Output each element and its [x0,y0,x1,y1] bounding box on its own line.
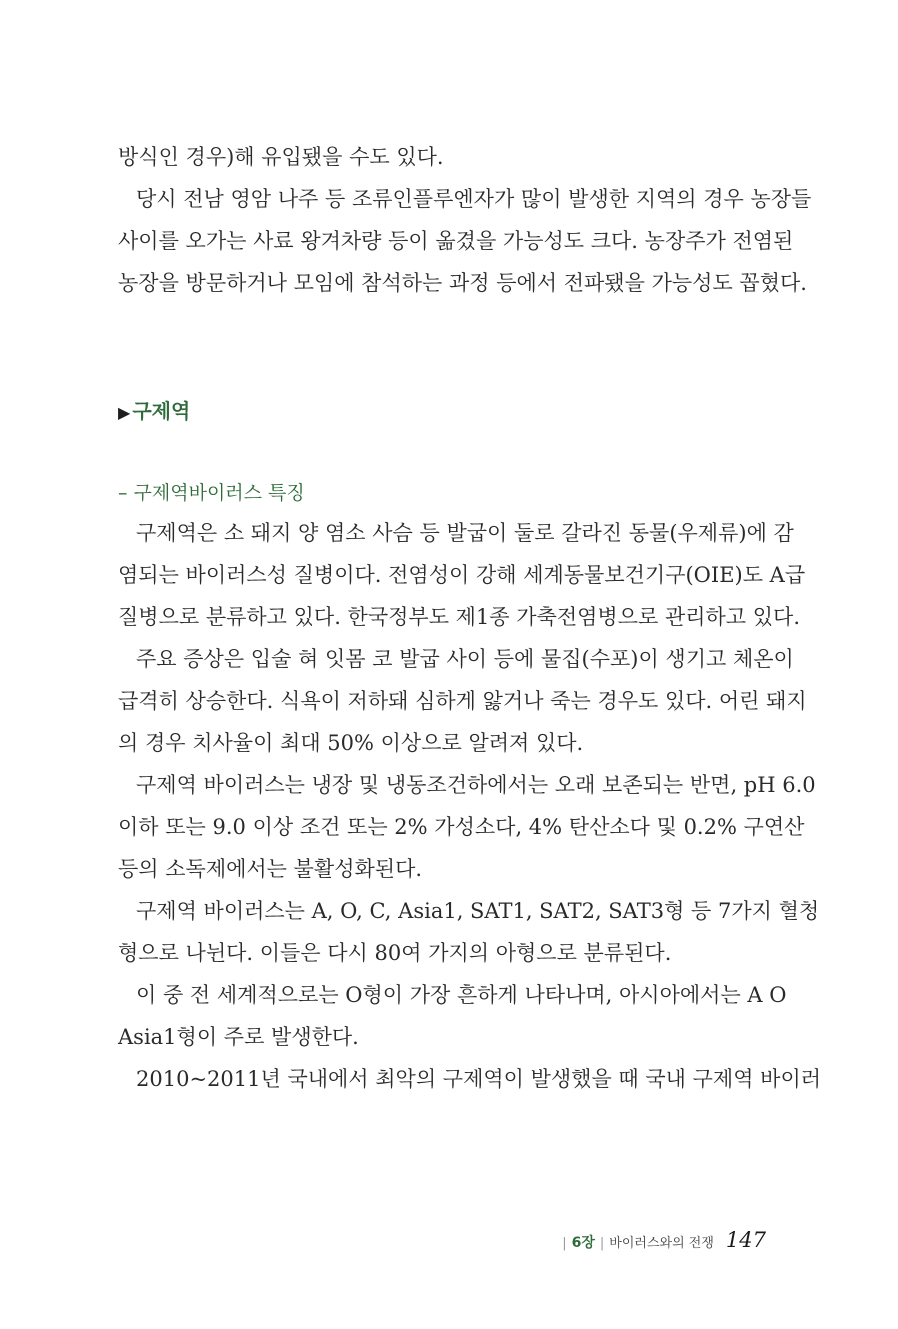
paragraph-2-line-3: 농장을 방문하거나 모임에 참석하는 과정 등에서 전파됐을 가능성도 꼽혔다. [118,271,807,295]
paragraph-6-line-1: 구제역 바이러스는 A, O, C, Asia1, SAT1, SAT2, SAT3형 등 7가지 혈청 [136,899,820,923]
paragraph-4-line-1: 주요 증상은 입술 혀 잇몸 코 발굽 사이 등에 물집(수포)이 생기고 체온이 [136,647,794,671]
section-heading [118,395,190,424]
paragraph-5-line-2: 이하 또는 9.0 이상 조건 또는 2% 가성소다, 4% 탄산소다 및 0.2% 구연산 [118,815,805,839]
paragraph-3-line-3: 질병으로 분류하고 있다. 한국정부도 제1종 가축전염병으로 관리하고 있다. [118,605,801,629]
section-subheading: – 구제역바이러스 특징 [118,482,305,504]
footer-separator: | [562,1236,567,1251]
paragraph-4-line-3: 의 경우 치사율이 최대 50% 이상으로 알려져 있다. [118,731,584,755]
paragraph-7-line-2: Asia1형이 주로 발생한다. [118,1025,359,1049]
paragraph-8-line-1: 2010~2011년 국내에서 최악의 구제역이 발생했을 때 국내 구제역 바이러 [136,1067,822,1091]
footer-separator: | [599,1236,605,1251]
page-number: 147 [725,1228,766,1252]
paragraph-2-line-2: 사이를 오가는 사료 왕겨차량 등이 옮겼을 가능성도 크다. 농장주가 전염된 [118,229,794,253]
triangle-arrow-icon: ▶ [118,403,131,422]
paragraph-5-line-3: 등의 소독제에서는 불활성화된다. [118,857,423,881]
paragraph-7-line-1: 이 중 전 세계적으로는 O형이 가장 흔하게 나타나며, 아시아에서는 A O [136,983,787,1007]
paragraph-3-line-2: 염되는 바이러스성 질병이다. 전염성이 강해 세계동물보건기구(OIE)도 A급 [118,563,806,587]
page-footer [557,1228,766,1252]
paragraph-5-line-1: 구제역 바이러스는 냉장 및 냉동조건하에서는 오래 보존되는 반면, pH 6.0 [136,773,816,797]
section-title: 구제역 [132,399,191,423]
chapter-label: 6장 [571,1235,595,1251]
paragraph-4-line-2: 급격히 상승한다. 식욕이 저하돼 심하게 앓거나 죽는 경우도 있다. 어린 돼지 [118,689,807,713]
paragraph-3-line-1: 구제역은 소 돼지 양 염소 사슴 등 발굽이 둘로 갈라진 동물(우제류)에 감 [136,521,794,545]
paragraph-1-line-1: 방식인 경우)해 유입됐을 수도 있다. [118,145,444,169]
paragraph-6-line-2: 형으로 나뉜다. 이들은 다시 80여 가지의 아형으로 분류된다. [118,941,672,965]
chapter-title: 바이러스와의 전쟁 [609,1236,714,1251]
paragraph-2-line-1: 당시 전남 영암 나주 등 조류인플루엔자가 많이 발생한 지역의 경우 농장들 [136,187,812,211]
